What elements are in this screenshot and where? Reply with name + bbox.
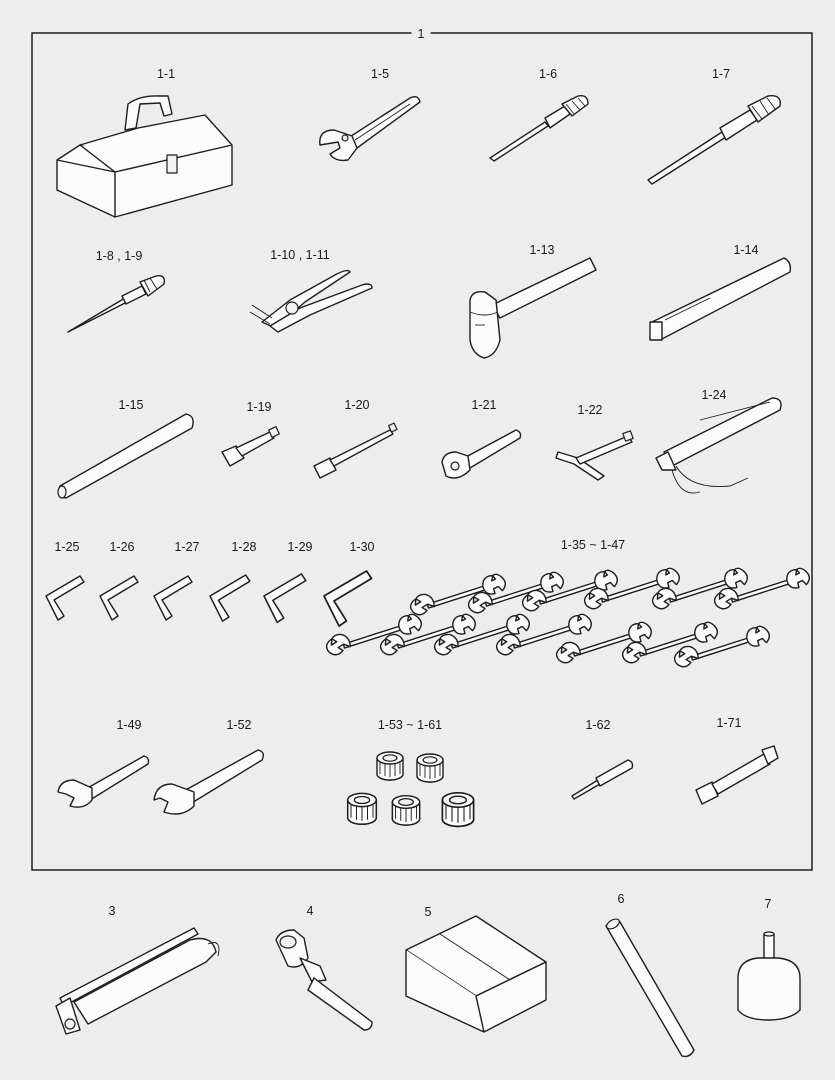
awl-screwdriver-drawing bbox=[68, 276, 164, 332]
open-wrenches-drawing bbox=[324, 566, 812, 668]
sockets-drawing bbox=[348, 752, 474, 826]
label-funnel: 7 bbox=[764, 897, 772, 911]
label-hex-key-25: 1-25 bbox=[54, 540, 80, 554]
label-bar: 1-15 bbox=[118, 398, 144, 412]
label-hex-key-29: 1-29 bbox=[287, 540, 313, 554]
extension-19-drawing bbox=[222, 427, 279, 466]
label-open-wrenches: 1-35 ~ 1-47 bbox=[560, 538, 626, 552]
label-hex-key-28: 1-28 bbox=[231, 540, 257, 554]
label-screwdriver-small: 1-6 bbox=[538, 67, 558, 81]
label-pliers: 1-10 , 1-11 bbox=[270, 248, 330, 262]
label-box: 5 bbox=[424, 905, 432, 919]
ratchet-drawing bbox=[442, 430, 521, 478]
t-handle-drawing bbox=[556, 431, 633, 480]
hex-keys-drawing bbox=[46, 571, 372, 626]
label-hex-key-27: 1-27 bbox=[174, 540, 200, 554]
wrench-52-drawing bbox=[154, 750, 263, 814]
wrench-49-drawing bbox=[58, 756, 149, 807]
label-awl-screwdriver: 1-8 , 1-9 bbox=[95, 249, 143, 263]
label-pipe: 1-14 bbox=[733, 243, 759, 257]
label-hammer: 1-13 bbox=[529, 243, 555, 257]
screwdriver-small-drawing bbox=[490, 96, 588, 161]
label-chain-wrench: 1-24 bbox=[701, 388, 727, 402]
pin-drawing bbox=[572, 760, 633, 799]
hose-fitting-drawing bbox=[276, 930, 372, 1030]
label-adjustable-wrench: 1-5 bbox=[370, 67, 390, 81]
label-hose-fitting: 4 bbox=[306, 904, 314, 918]
funnel-drawing bbox=[738, 932, 800, 1020]
label-extension-20: 1-20 bbox=[344, 398, 370, 412]
label-rod: 6 bbox=[617, 892, 625, 906]
label-hex-key-26: 1-26 bbox=[109, 540, 135, 554]
toolbox-drawing bbox=[57, 96, 232, 217]
label-wrench-52: 1-52 bbox=[226, 718, 252, 732]
box-wrench-drawing bbox=[696, 746, 778, 804]
label-pin: 1-62 bbox=[585, 718, 611, 732]
label-box-wrench: 1-71 bbox=[716, 716, 742, 730]
label-t-handle: 1-22 bbox=[577, 403, 603, 417]
label-ratchet: 1-21 bbox=[471, 398, 497, 412]
rod-drawing bbox=[605, 917, 694, 1056]
screwdriver-large-drawing bbox=[648, 96, 780, 184]
pipe-drawing bbox=[650, 258, 790, 340]
label-screwdriver-large: 1-7 bbox=[711, 67, 731, 81]
label-grease-gun: 3 bbox=[108, 904, 116, 918]
adjustable-wrench-drawing bbox=[320, 97, 420, 161]
label-extension-19: 1-19 bbox=[246, 400, 272, 414]
label-toolbox: 1-1 bbox=[156, 67, 176, 81]
extension-20-drawing bbox=[314, 423, 397, 478]
label-sockets: 1-53 ~ 1-61 bbox=[377, 718, 443, 732]
label-wrench-49: 1-49 bbox=[116, 718, 142, 732]
pliers-drawing bbox=[250, 271, 372, 332]
bar-drawing bbox=[58, 414, 193, 498]
label-hex-key-30: 1-30 bbox=[349, 540, 375, 554]
chain-wrench-drawing bbox=[656, 398, 781, 493]
hammer-drawing bbox=[470, 258, 596, 358]
grease-gun-drawing bbox=[56, 928, 219, 1034]
box-drawing bbox=[406, 916, 546, 1032]
frame-label: 1 bbox=[412, 27, 431, 41]
